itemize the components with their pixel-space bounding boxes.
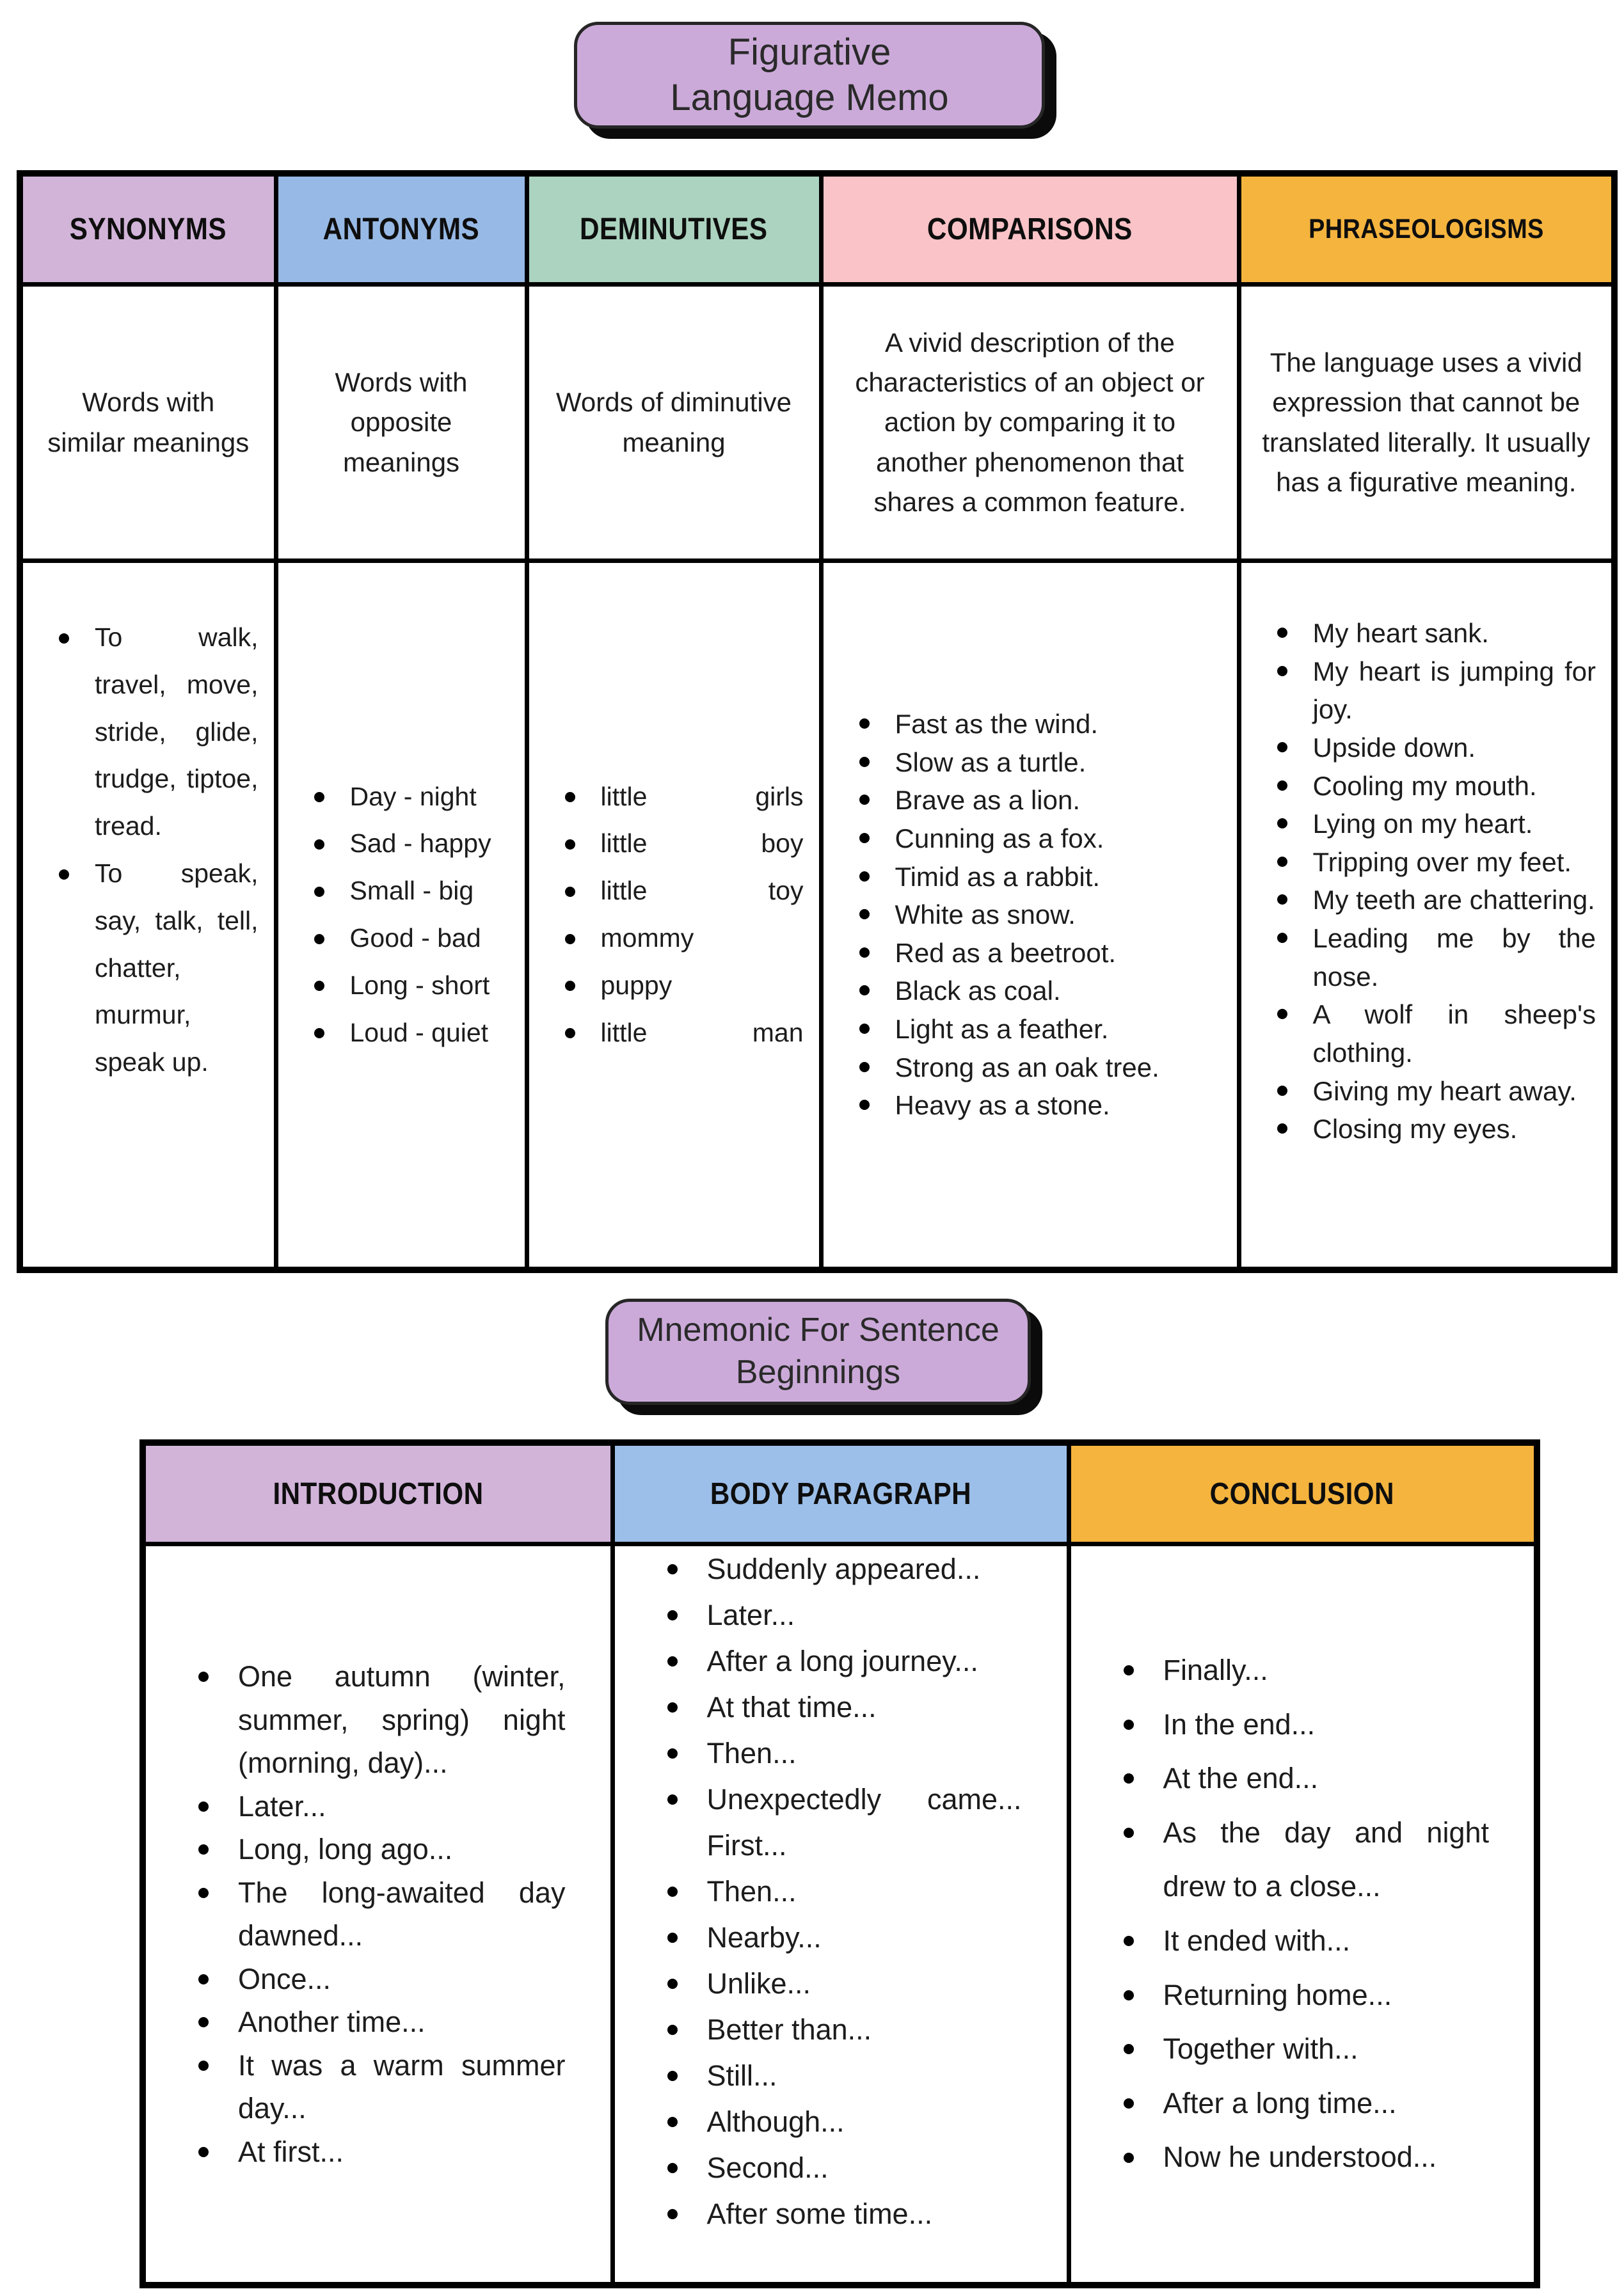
list-item: One autumn (winter, summer, spring) night (morning, day)... xyxy=(184,1655,566,1785)
list-item: Finally... xyxy=(1110,1643,1490,1698)
table2-content-row xyxy=(143,1544,1537,2286)
table2-header-introduction xyxy=(143,1443,612,1544)
table2-header-row xyxy=(143,1443,1537,1544)
deminutives-examples-cell xyxy=(527,561,821,1271)
comparisons-examples-cell xyxy=(821,561,1239,1271)
list-item: At first... xyxy=(184,2130,566,2174)
list-item: Black as coal. xyxy=(849,972,1222,1010)
header-label: INTRODUCTION xyxy=(273,1477,484,1511)
list-item: To walk, travel, move, stride, glide, trudge, tiptoe, tread. xyxy=(49,614,259,850)
deminutives-list xyxy=(555,773,804,1057)
list-item: Giving my heart away. xyxy=(1267,1072,1596,1111)
list-item: Suddenly appeared... xyxy=(653,1546,1022,1592)
synonyms-list xyxy=(49,614,259,1086)
list-item: Later... xyxy=(184,1785,566,1828)
figurative-language-memo-title xyxy=(574,22,1045,129)
header-label: PHRASEOLOGISMS xyxy=(1308,214,1544,244)
sentence-beginnings-table xyxy=(139,1439,1540,2288)
list-item: Strong as an oak tree. xyxy=(849,1049,1222,1087)
introduction-list xyxy=(184,1655,566,2173)
header-label: CONCLUSION xyxy=(1210,1477,1395,1511)
list-item: Although... xyxy=(653,2099,1022,2145)
list-item: Sad - happy xyxy=(304,820,509,867)
list-item: Better than... xyxy=(653,2007,1022,2053)
introduction-examples-cell xyxy=(143,1544,612,2286)
table1-header-deminutives xyxy=(527,173,821,285)
table1-header-phraseologisms xyxy=(1239,173,1614,285)
list-item: After a long time... xyxy=(1110,2077,1490,2131)
list-item: puppy xyxy=(555,962,804,1009)
list-item: Unlike... xyxy=(653,1961,1022,2007)
table1-header-comparisons xyxy=(821,173,1239,285)
list-item: After some time... xyxy=(653,2191,1022,2237)
deminutives-description: Words of diminutive meaning xyxy=(527,285,821,561)
list-item: To speak, say, talk, tell, chatter, murmur, speak up. xyxy=(49,850,259,1086)
list-item: Together with... xyxy=(1110,2022,1490,2077)
mnemonic-sentence-beginnings-title xyxy=(605,1299,1031,1405)
list-item: Once... xyxy=(184,1958,566,2001)
table2-header-body-paragraph xyxy=(612,1443,1069,1544)
list-item: In the end... xyxy=(1110,1698,1490,1752)
comparisons-description: A vivid description of the characteristics of an object or action by comparing it to another phenomenon that shares a common feature. xyxy=(821,285,1239,561)
table1-description-row xyxy=(20,285,1614,561)
list-item: Slow as a turtle. xyxy=(849,743,1222,782)
list-item: Nearby... xyxy=(653,1915,1022,1961)
list-item: Long, long ago... xyxy=(184,1828,566,1871)
list-item: little boy xyxy=(555,820,804,867)
list-item: My teeth are chattering. xyxy=(1267,881,1596,919)
list-item: At that time... xyxy=(653,1684,1022,1730)
list-item: Good - bad xyxy=(304,915,509,962)
list-item: little girls xyxy=(555,773,804,821)
header-label: ANTONYMS xyxy=(322,212,480,246)
list-item: Second... xyxy=(653,2145,1022,2191)
list-item: Still... xyxy=(653,2053,1022,2099)
list-item: Fast as the wind. xyxy=(849,705,1222,743)
list-item: Brave as a lion. xyxy=(849,781,1222,819)
list-item: Closing my eyes. xyxy=(1267,1110,1596,1148)
list-item: Timid as a rabbit. xyxy=(849,858,1222,896)
list-item: Leading me by the nose. xyxy=(1267,919,1596,995)
comparisons-list xyxy=(849,705,1222,1125)
conclusion-examples-cell xyxy=(1069,1544,1537,2286)
list-item: Unexpectedly came... First... xyxy=(653,1777,1022,1869)
figurative-language-table xyxy=(17,170,1618,1273)
header-label: DEMINUTIVES xyxy=(580,212,768,246)
list-item: After a long journey... xyxy=(653,1638,1022,1684)
list-item: It was a warm summer day... xyxy=(184,2044,566,2130)
table1-header-synonyms xyxy=(20,173,276,285)
list-item: little man xyxy=(555,1009,804,1057)
table1-content-row xyxy=(20,561,1614,1271)
list-item: At the end... xyxy=(1110,1752,1490,1806)
list-item: As the day and night drew to a close... xyxy=(1110,1806,1490,1914)
table1-header-antonyms xyxy=(276,173,527,285)
list-item: My heart sank. xyxy=(1267,614,1596,653)
list-item: Loud - quiet xyxy=(304,1009,509,1057)
table2-header-conclusion xyxy=(1069,1443,1537,1544)
list-item: Long - short xyxy=(304,962,509,1009)
list-item: White as snow. xyxy=(849,896,1222,934)
title-line-2: Beginnings xyxy=(735,1354,901,1391)
list-item: little toy xyxy=(555,867,804,915)
synonyms-description: Words with similar meanings xyxy=(20,285,276,561)
list-item: Later... xyxy=(653,1592,1022,1638)
body-paragraph-examples-cell xyxy=(612,1544,1069,2286)
list-item: A wolf in sheep's clothing. xyxy=(1267,995,1596,1072)
list-item: Returning home... xyxy=(1110,1968,1490,2023)
list-item: Lying on my heart. xyxy=(1267,805,1596,843)
list-item: Upside down. xyxy=(1267,729,1596,767)
header-label: SYNONYMS xyxy=(70,212,227,246)
phraseologisms-description: The language uses a vivid expression that cannot be translated literally. It usually has a figurative meaning. xyxy=(1239,285,1614,561)
list-item: Heavy as a stone. xyxy=(849,1086,1222,1125)
list-item: Red as a beetroot. xyxy=(849,934,1222,972)
title-line-1: Mnemonic For Sentence xyxy=(637,1311,999,1349)
body-paragraph-list xyxy=(653,1546,1022,2237)
antonyms-examples-cell xyxy=(276,561,527,1271)
header-label: COMPARISONS xyxy=(927,212,1133,246)
list-item: Tripping over my feet. xyxy=(1267,843,1596,882)
table1-header-row xyxy=(20,173,1614,285)
title-line-2: Language Memo xyxy=(670,76,949,118)
phraseologisms-list xyxy=(1267,614,1596,1148)
list-item: Day - night xyxy=(304,773,509,821)
conclusion-list xyxy=(1110,1643,1490,2185)
header-label: BODY PARAGRAPH xyxy=(710,1477,971,1511)
list-item: Then... xyxy=(653,1730,1022,1777)
antonyms-description: Words with opposite meanings xyxy=(276,285,527,561)
list-item: Cooling my mouth. xyxy=(1267,767,1596,805)
list-item: Small - big xyxy=(304,867,509,915)
list-item: Then... xyxy=(653,1869,1022,1915)
antonyms-list xyxy=(304,773,509,1057)
list-item: My heart is jumping for joy. xyxy=(1267,653,1596,729)
list-item: mommy xyxy=(555,915,804,962)
list-item: Light as a feather. xyxy=(849,1010,1222,1049)
list-item: It ended with... xyxy=(1110,1914,1490,1968)
list-item: Cunning as a fox. xyxy=(849,819,1222,858)
synonyms-examples-cell xyxy=(20,561,276,1271)
phraseologisms-examples-cell xyxy=(1239,561,1614,1271)
list-item: The long-awaited day dawned... xyxy=(184,1871,566,1958)
title-line-1: Figurative xyxy=(728,31,891,73)
list-item: Another time... xyxy=(184,2000,566,2044)
list-item: Now he understood... xyxy=(1110,2130,1490,2185)
